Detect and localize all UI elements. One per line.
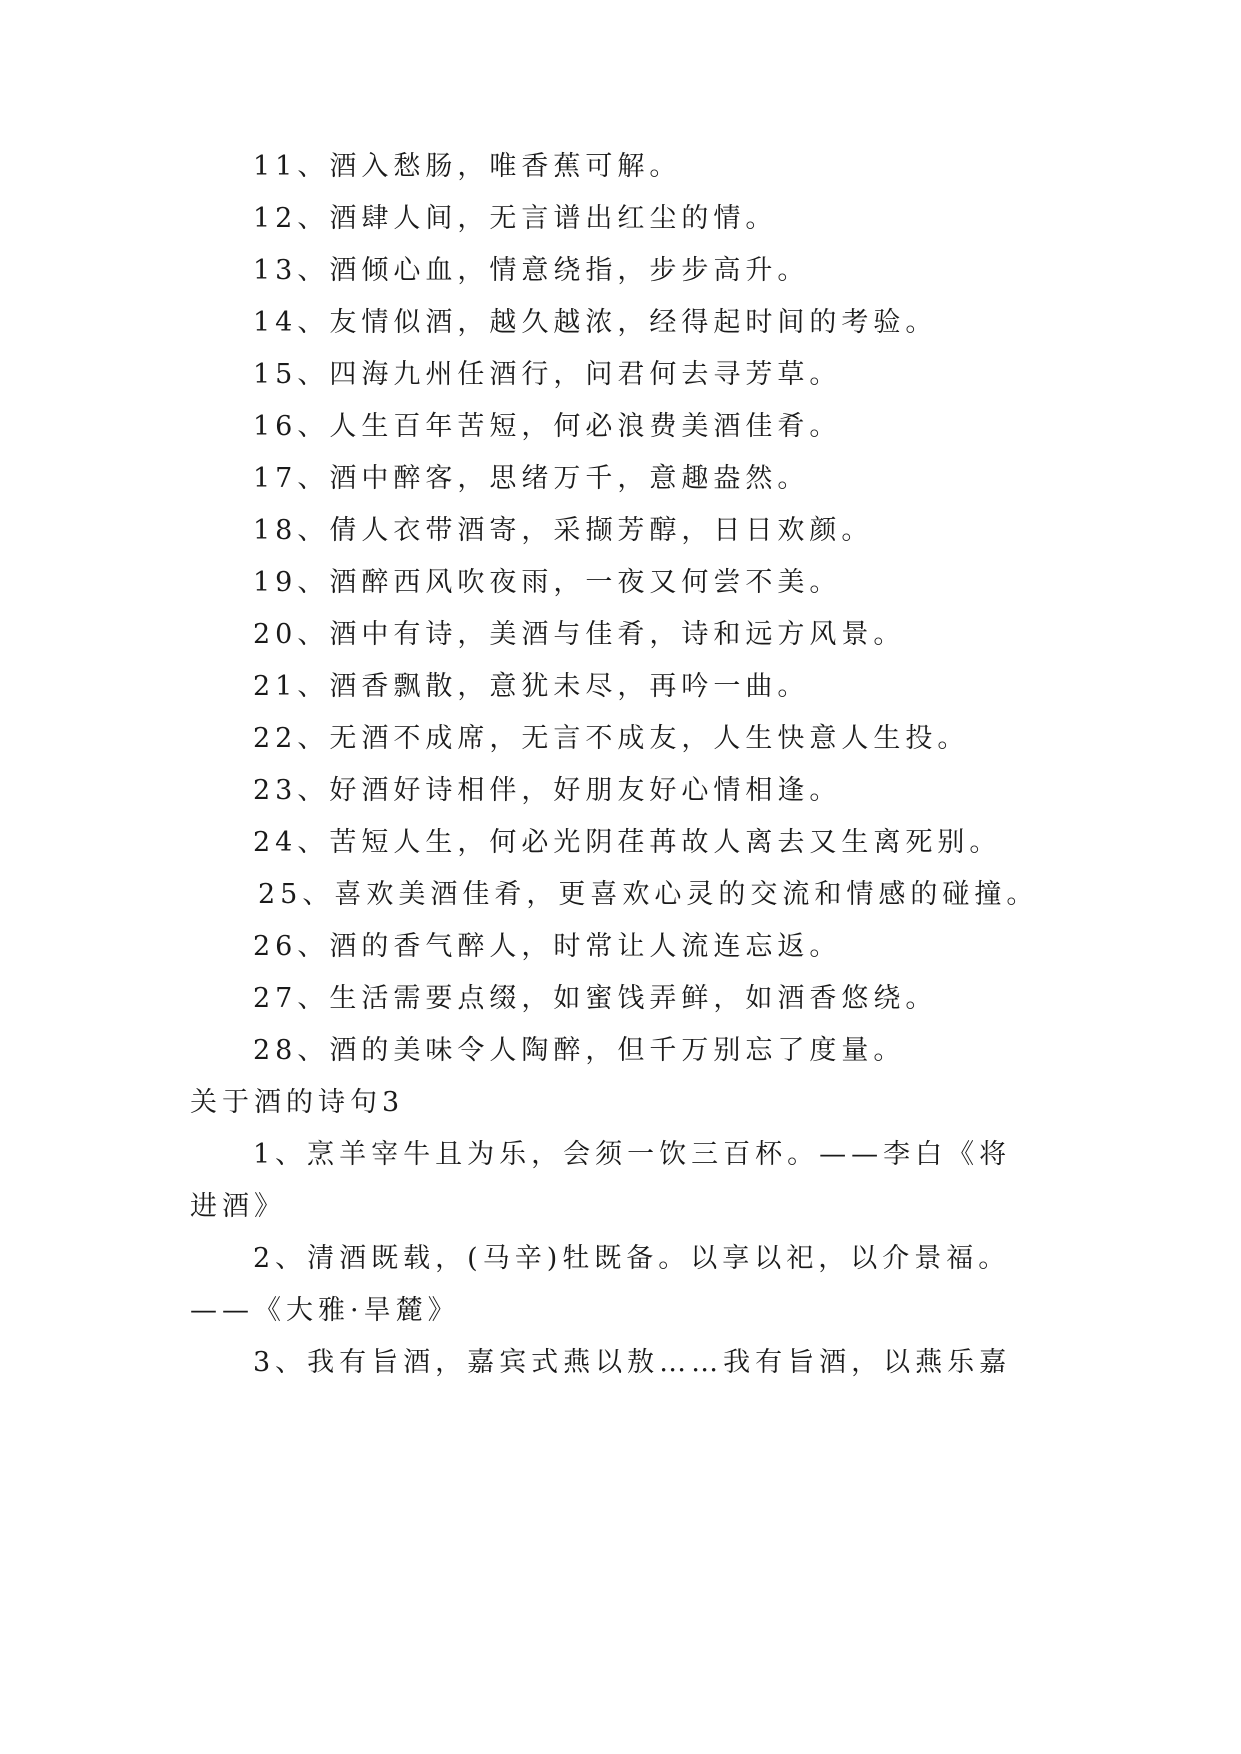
poem-line-continuation: 进酒》	[190, 1191, 286, 1222]
list-item: 15、四海九州任酒行，问君何去寻芳草。	[253, 359, 842, 390]
list-item: 23、好酒好诗相伴，好朋友好心情相逢。	[253, 775, 842, 806]
poem-line: 3、我有旨酒，嘉宾式燕以敖……我有旨酒，以燕乐嘉	[253, 1347, 1012, 1378]
list-item: 28、酒的美味令人陶醉，但千万别忘了度量。	[253, 1035, 906, 1066]
list-item: 11、酒入愁肠，唯香蕉可解。	[253, 151, 682, 182]
list-item: 19、酒醉西风吹夜雨，一夜又何尝不美。	[253, 567, 842, 598]
list-item: 12、酒肆人间，无言谱出红尘的情。	[253, 203, 778, 234]
poem-line: 2、清酒既载，(马辛)牡既备。以享以祀，以介景福。	[253, 1243, 1011, 1274]
list-item: 16、人生百年苦短，何必浪费美酒佳肴。	[253, 411, 842, 442]
list-item: 24、苦短人生，何必光阴荏苒故人离去又生离死别。	[253, 827, 1002, 858]
list-item: 22、无酒不成席，无言不成友，人生快意人生投。	[253, 723, 970, 754]
list-item: 26、酒的香气醉人，时常让人流连忘返。	[253, 931, 842, 962]
section-heading: 关于酒的诗句3	[190, 1087, 405, 1118]
list-item: 14、友情似酒，越久越浓，经得起时间的考验。	[253, 307, 938, 338]
list-item: 25、喜欢美酒佳肴，更喜欢心灵的交流和情感的碰撞。	[258, 879, 1039, 910]
list-item: 21、酒香飘散，意犹未尽，再吟一曲。	[253, 671, 810, 702]
list-item: 20、酒中有诗，美酒与佳肴，诗和远方风景。	[253, 619, 906, 650]
list-item: 17、酒中醉客，思绪万千，意趣盎然。	[253, 463, 810, 494]
list-item: 13、酒倾心血，情意绕指，步步高升。	[253, 255, 810, 286]
list-item: 27、生活需要点缀，如蜜饯弄鲜，如酒香悠绕。	[253, 983, 938, 1014]
poem-line-continuation: ——《大雅·旱麓》	[190, 1295, 460, 1326]
list-item: 18、倩人衣带酒寄，采撷芳醇，日日欢颜。	[253, 515, 874, 546]
poem-line: 1、烹羊宰牛且为乐，会须一饮三百杯。——李白《将	[253, 1139, 1012, 1170]
